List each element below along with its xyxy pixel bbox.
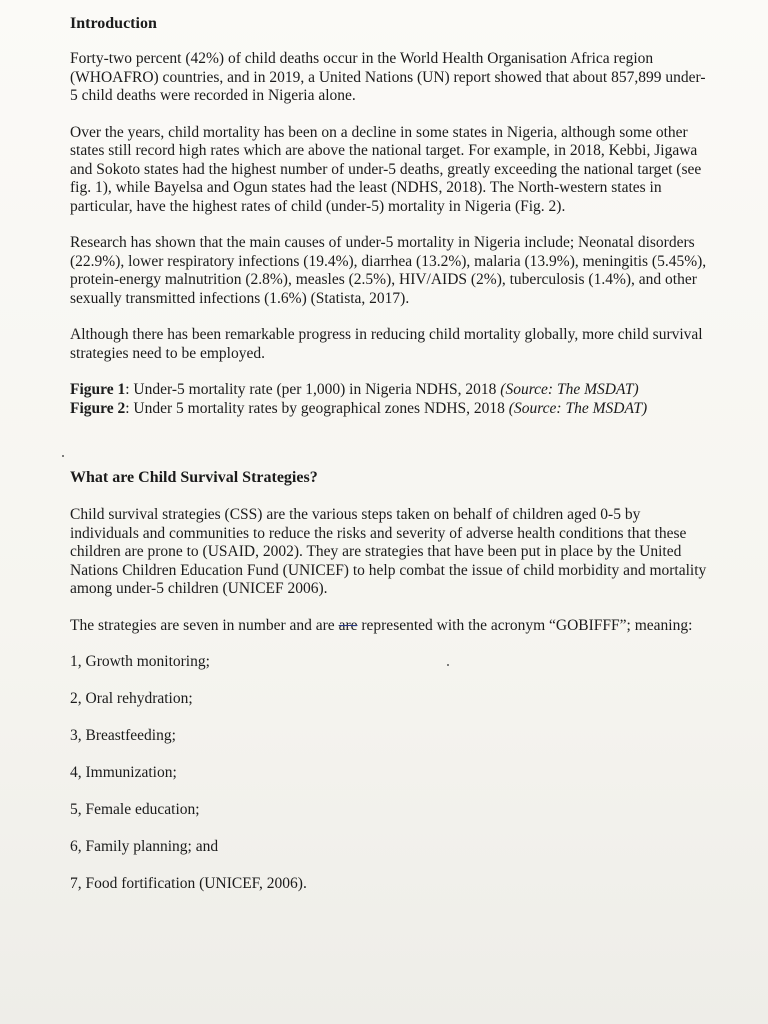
list-item: 5, Female education; [70,801,200,818]
acronym-text-before: The strategies are seven in number and are [70,616,339,634]
figure-1-source: (Source: The MSDAT) [500,381,639,398]
figure-2-label: Figure 2 [70,399,126,417]
intro-paragraph-2: Over the years, child mortality has been on a decline in some states in Nigeria, although some other states still record high rates which are above the national target. For example, in 2018, Kebbi, Jigawa and Sokoto states had the highest number of under-5 deaths, greatly exceeding the national target (see fig. 1), while Bayelsa and Ogun states had the least (NDHS, 2018). The North-western states in particular, have the highest rates of child (under-5) mortality in Nigeria (Fig. 2). [70,123,702,215]
intro-paragraph-1: Forty-two percent (42%) of child deaths occur in the World Health Organisation Africa region (WHOAFRO) countries, and in 2019, a United Nations (UN) report showed that about 857,899 under-5 child deaths were recorded in Nigeria alone. [70,50,706,104]
list-item: 6, Family planning; and [70,838,219,855]
intro-paragraph-3: Research has shown that the main causes of under-5 mortality in Nigeria include; Neonatal disorders (22.9%), lower respiratory infections (19.4%), diarrhea (13.2%), malaria (13.9%), meningitis (5.45%), protein-energy malnutrition (2.8%), measles (2.5%), HIV/AIDS (2%), tuberculosis (1.4%), and other sexually transmitted infections (1.6%) (Statista, 2017). [70,234,707,307]
stray-ink-mark [447,664,449,666]
acronym-paragraph [70,617,710,636]
intro-paragraph-4: Although there has been remarkable progress in reducing child mortality globally, more child survival strategies need to be employed. [70,326,703,362]
list-item: 1, Growth monitoring; [70,653,210,670]
document-content [70,14,710,912]
list-item: 2, Oral rehydration; [70,690,193,707]
list-item: 7, Food fortification (UNICEF, 2006). [70,875,307,892]
figure-1-caption [70,381,710,400]
figure-captions [70,381,710,418]
introduction-heading: Introduction [70,15,157,32]
css-heading: What are Child Survival Strategies? [70,469,318,486]
figure-1-text: : Under-5 mortality rate (per 1,000) in Nigeria NDHS, 2018 [125,381,501,398]
strategy-list [70,653,710,894]
struck-word: are [338,616,358,634]
acronym-text-after: represented with the acronym “GOBIFFF”; meaning: [357,616,693,634]
figure-2-caption [70,400,710,419]
figure-2-source: (Source: The MSDAT) [508,399,648,417]
css-paragraph: Child survival strategies (CSS) are the various steps taken on behalf of children aged 0-5 by individuals and communities to reduce the risks and severity of adverse health conditions that these children are prone to (USAID, 2002). They are strategies that have been put in place by the United Nations Children Education Fund (UNICEF) to help combat the issue of child morbidity and mortality among under-5 children (UNICEF 2006). [70,506,707,597]
figure-1-label: Figure 1 [70,381,126,398]
list-item: 3, Breastfeeding; [70,727,176,744]
list-item: 4, Immunization; [70,764,177,781]
figure-2-text: : Under 5 mortality rates by geographical zones NDHS, 2018 [125,399,509,417]
stray-ink-mark [62,455,64,457]
